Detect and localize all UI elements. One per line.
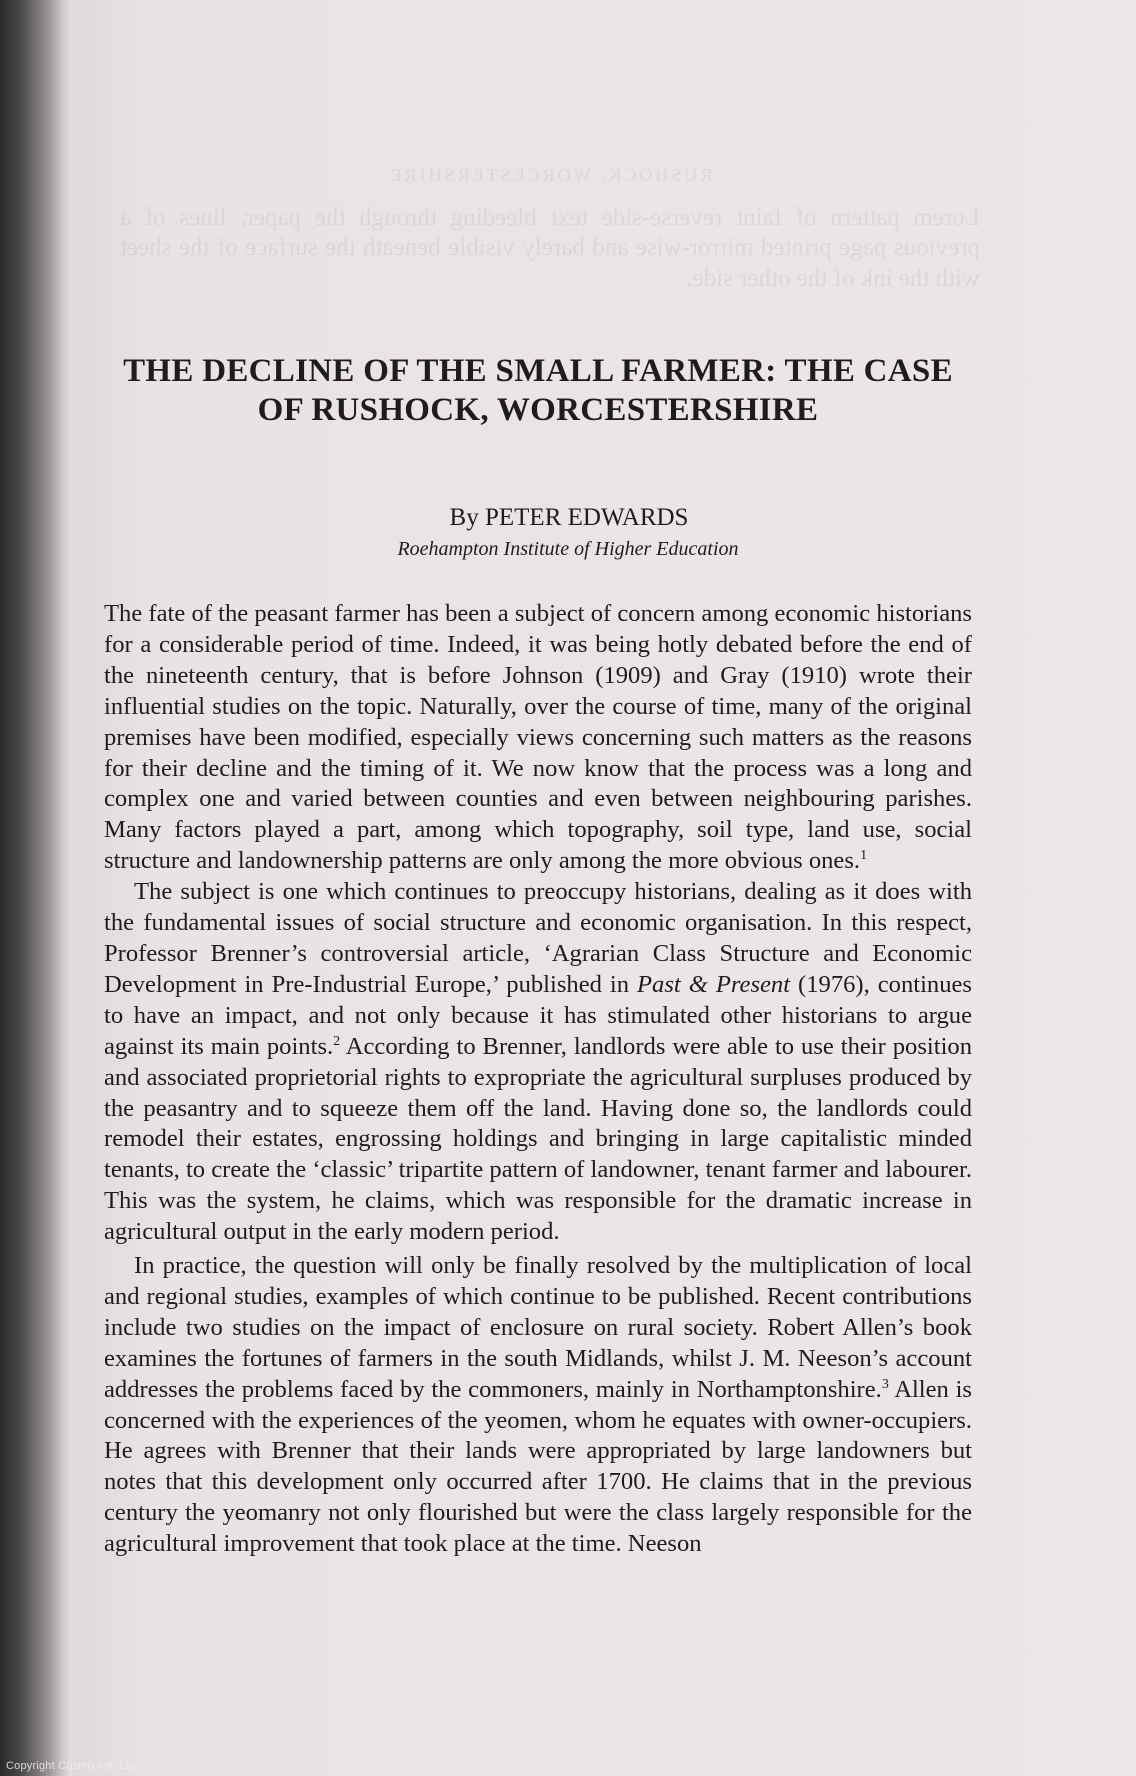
paragraph-3: [104, 1251, 972, 1560]
paragraph-text: Allen is concerned with the experiences of the yeomen, whom he equates with owner-occupiers. He agrees with Brenner that their lands were appropriated by large landowners but notes that this development only occurred after 1700. He claims that in the previous century the yeomanry not only flourished but were the class largely responsible for the agricultural improvement that took place at the time. Neeson: [104, 1375, 973, 1558]
journal-title: Past & Present: [637, 970, 791, 998]
book-spine-shadow: [0, 0, 72, 1776]
article: [104, 352, 972, 1560]
paragraph-2: [104, 877, 972, 1248]
footnote-ref-1: 1: [860, 848, 868, 864]
copyright-watermark: Copyright Cosmo Intl. Ltd: [6, 1760, 136, 1772]
paragraph-text: According to Brenner, landlords were able to use their position and associated proprietorial rights to expropriate the agricultural surpluses produced by the peasantry and to squeeze them off the land. Having done so, the landlords could remodel their estates, engrossing holdings and bringing in large capitalistic minded tenants, to create the ‘classic’ tripartite pattern of landowner, tenant farmer and labourer. This was the system, he claims, which was responsible for the dramatic increase in agricultural output in the early modern period.: [104, 1032, 973, 1246]
article-body: [104, 599, 972, 1560]
paragraph-text: In practice, the question will only be finally resolved by the multiplication of local and regional studies, examples of which continue to be published. Recent contributions include two studies on the impact of enclosure on rural society. Robert Allen’s book examines the fortunes of farmers in the south Midlands, whilst J. M. Neeson’s account addresses the problems faced by the commoners, mainly in Northamptonshire.: [104, 1252, 972, 1403]
footnote-ref-3: 3: [881, 1376, 889, 1392]
article-author: By PETER EDWARDS: [449, 504, 689, 531]
paragraph-text: (1976), continues to have an impact, and not only because it has stimulated other historians to argue against its main points.: [104, 970, 972, 1060]
paragraph-1: [104, 599, 972, 877]
author-affiliation: Roehampton Institute of Higher Education: [397, 538, 739, 560]
paragraph-text: The subject is one which continues to preoccupy historians, dealing as it does with the fundamental issues of social structure and economic organisation. In this respect, Professor Brenner’s controversial article, ‘Agrarian Class Structure and Economic Development in Pre-Industrial Europe,’ published in: [104, 878, 972, 998]
paragraph-text: The fate of the peasant farmer has been a subject of concern among economic historians for a considerable period of time. Indeed, it was being hotly debated before the end of the nineteenth century, that is before Johnson (1909) and Gray (1910) wrote their influential studies on the topic. Naturally, over the course of time, many of the original premises have been modified, especially views concerning such matters as the reasons for their decline and the timing of it. We now know that the process was a long and complex one and varied between counties and even between neighbouring parishes. Many factors played a part, among which topography, soil type, land use, social structure and landownership patterns are only among the more obvious ones.: [104, 600, 972, 875]
article-title: THE DECLINE OF THE SMALL FARMER: THE CASE OF RUSHOCK, WORCESTERSHIRE: [123, 353, 953, 428]
footnote-ref-2: 2: [333, 1033, 341, 1049]
